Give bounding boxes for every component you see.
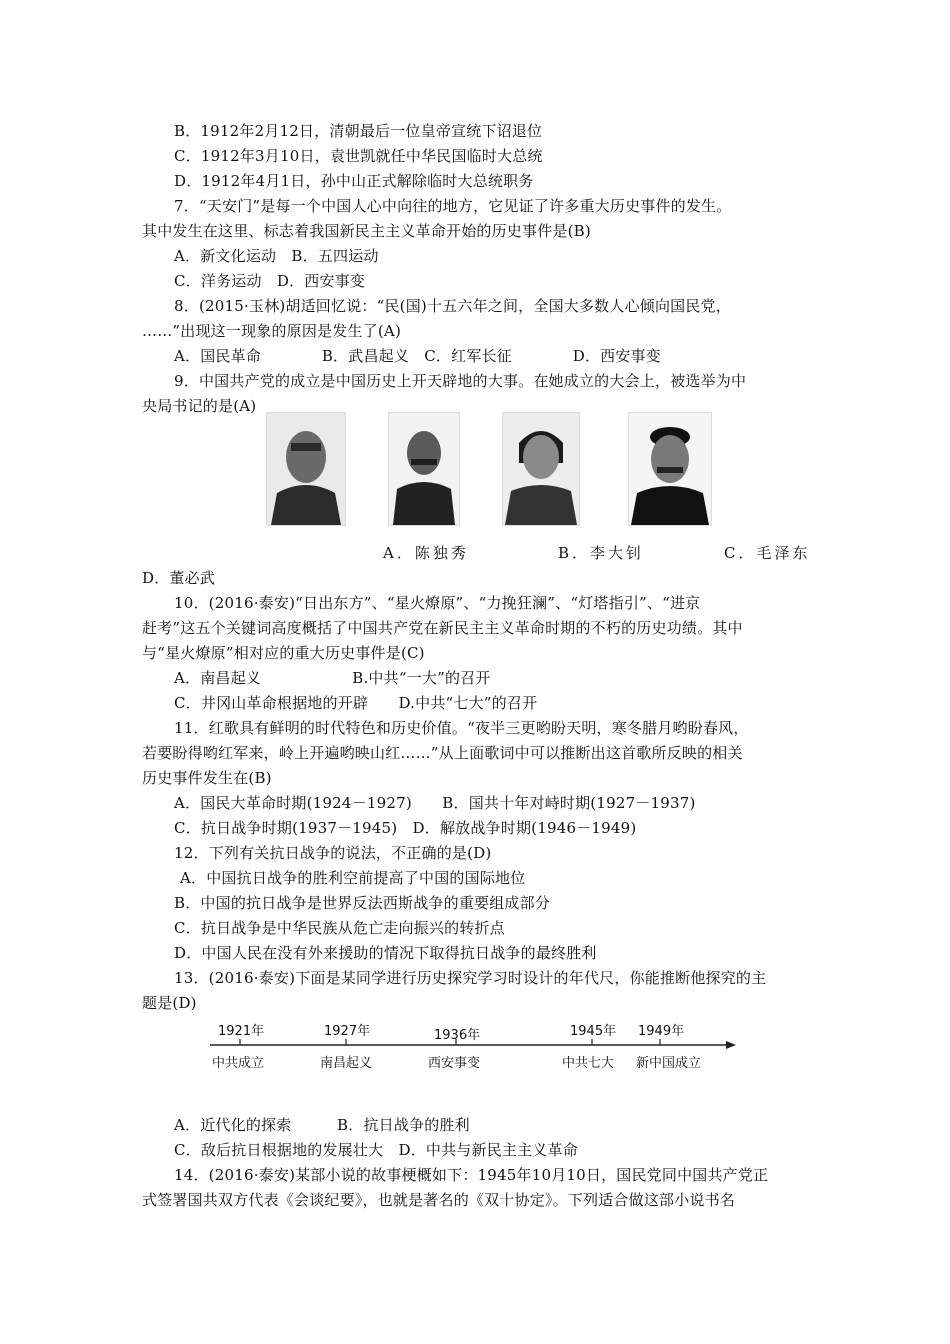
q11-options-line1: A．国民大革命时期(1924－1927) B．国共十年对峙时期(1927－1937): [174, 794, 696, 812]
q8-options: A．国民革命 B．武昌起义 C．红军长征 D．西安事变: [174, 347, 661, 365]
q12-option-a: A．中国抗日战争的胜利空前提高了中国的国际地位: [180, 869, 526, 887]
q13-options-line2: C．敌后抗日根据地的发展壮大 D．中共与新民主主义革命: [174, 1141, 578, 1159]
timeline-year-1936: 1936年: [434, 1028, 481, 1043]
timeline-ruler: [210, 1016, 740, 1072]
timeline-event-prc-founded: 新中国成立: [636, 1056, 702, 1071]
q14-stem-line2: 式签署国共双方代表《会谈纪要》，也就是著名的《双十协定》。下列适合做这部小说书名: [142, 1191, 736, 1209]
timeline-event-cpc-founded: 中共成立: [212, 1056, 265, 1071]
q9-stem-line2: 央局书记的是(A): [142, 397, 257, 415]
q9-option-b: B．李大钊: [558, 544, 645, 562]
timeline-year-1949: 1949年: [638, 1024, 685, 1039]
q8-stem-line2: ……”出现这一现象的原因是发生了(A): [142, 322, 402, 340]
q10-options-line2: C．井冈山革命根据地的开辟 D.中共“七大”的召开: [174, 694, 538, 712]
q7-stem-line2: 其中发生在这里、标志着我国新民主主义革命开始的历史事件是(B): [142, 222, 591, 240]
portrait-photo-c: [502, 412, 580, 526]
q6-option-b: B．1912年2月12日，清朝最后一位皇帝宣统下诏退位: [174, 122, 543, 140]
q13-stem-line1: 13．(2016·泰安)下面是某同学进行历史探究学习时设计的年代尺，你能推断他探究的主: [174, 969, 767, 987]
q11-stem-line1: 11．红歌具有鲜明的时代特色和历史价值。“夜半三更哟盼天明，寒冬腊月哟盼春风，: [174, 719, 749, 737]
q6-option-c: C．1912年3月10日，袁世凯就任中华民国临时大总统: [174, 147, 543, 165]
q13-options-line1: A．近代化的探索 B．抗日战争的胜利: [174, 1116, 470, 1134]
q7-options-line1: A．新文化运动 B．五四运动: [174, 247, 379, 265]
q12-option-c: C．抗日战争是中华民族从危亡走向振兴的转折点: [174, 919, 505, 937]
q10-options-line1: A．南昌起义 B.中共“一大”的召开: [174, 669, 491, 687]
q9-option-a: A．陈独秀: [383, 544, 469, 562]
portrait-photo-a: [266, 412, 346, 526]
timeline-year-1945: 1945年: [570, 1024, 617, 1039]
q11-stem-line3: 历史事件发生在(B): [142, 769, 272, 787]
q6-option-d: D．1912年4月1日，孙中山正式解除临时大总统职务: [174, 172, 534, 190]
q11-options-line2: C．抗日战争时期(1937－1945) D．解放战争时期(1946－1949): [174, 819, 637, 837]
q9-option-c: C．毛泽东: [724, 544, 811, 562]
q14-stem-line1: 14．(2016·泰安)某部小说的故事梗概如下：1945年10月10日，国民党同中国共产党正: [174, 1166, 769, 1184]
q7-stem-line1: 7．“天安门”是每一个中国人心中向往的地方，它见证了许多重大历史事件的发生。: [174, 197, 732, 215]
q12-option-b: B．中国的抗日战争是世界反法西斯战争的重要组成部分: [174, 894, 551, 912]
q10-stem-line2: 赶考”这五个关键词高度概括了中国共产党在新民主主义革命时期的不朽的历史功绩。其中: [142, 619, 743, 637]
q9-option-d: D．董必武: [142, 569, 216, 587]
q12-option-d: D．中国人民在没有外来援助的情况下取得抗日战争的最终胜利: [174, 944, 597, 962]
portrait-photo-b: [388, 412, 460, 526]
q8-stem-line1: 8．(2015·玉林)胡适回忆说：“民(国)十五六年之间，全国大多数人心倾向国民党，: [174, 297, 731, 315]
q11-stem-line2: 若要盼得哟红军来，岭上开遍哟映山红……”从上面歌词中可以推断出这首歌所反映的相关: [142, 744, 743, 762]
portrait-photo-d: [628, 412, 712, 526]
q7-options-line2: C．洋务运动 D．西安事变: [174, 272, 366, 290]
timeline-event-nanchang-uprising: 南昌起义: [320, 1056, 373, 1071]
q13-stem-line2: 题是(D): [142, 994, 197, 1012]
timeline-event-seventh-congress: 中共七大: [562, 1056, 615, 1071]
q10-stem-line1: 10．(2016·泰安)“日出东方”、“星火燎原”、“力挽狂澜”、“灯塔指引”、“进京: [174, 594, 701, 612]
q9-stem-line1: 9．中国共产党的成立是中国历史上开天辟地的大事。在她成立的大会上，被选举为中: [174, 372, 747, 390]
timeline-year-1927: 1927年: [324, 1024, 371, 1039]
q12-stem: 12．下列有关抗日战争的说法，不正确的是(D): [174, 844, 492, 862]
q10-stem-line3: 与“星火燎原”相对应的重大历史事件是(C): [142, 644, 425, 662]
timeline-year-1921: 1921年: [218, 1024, 265, 1039]
timeline-event-xian-incident: 西安事变: [428, 1056, 481, 1071]
